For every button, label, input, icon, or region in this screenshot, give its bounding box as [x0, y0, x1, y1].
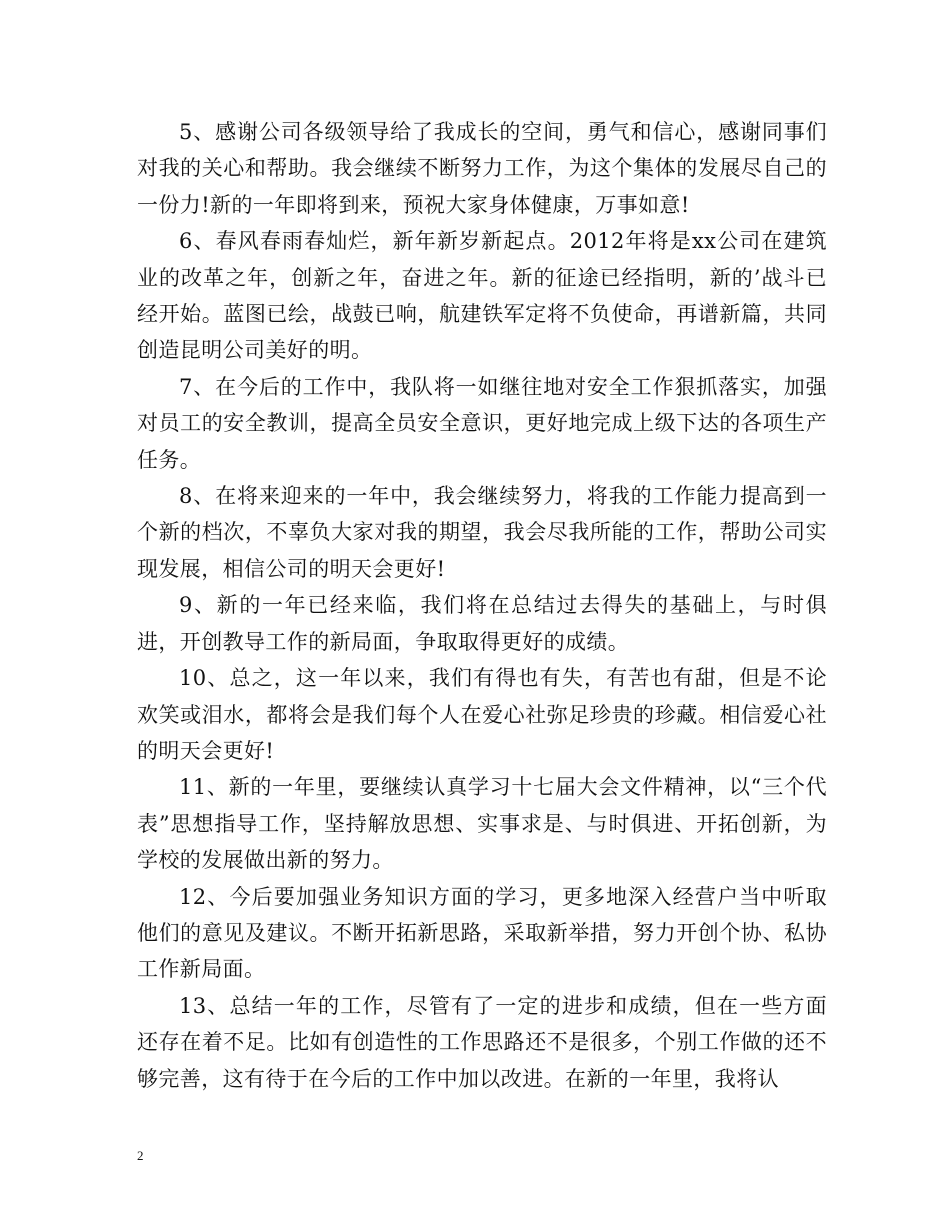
paragraph-5: 5、感谢公司各级领导给了我成长的空间，勇气和信心，感谢同事们对我的关心和帮助。我会继续不断努力工作，为这个集体的发展尽自己的一份力!新的一年即将到来，预祝大家身体健康，万事如意! — [137, 120, 827, 217]
paragraph-13: 13、总结一年的工作，尽管有了一定的进步和成绩，但在一些方面还存在着不足。比如有创造性的工作思路还不是很多，个别工作做的还不够完善，这有待于在今后的工作中加以改进。在新的一年里，我将认 — [137, 993, 827, 1091]
document-body — [137, 114, 827, 1097]
paragraph-11: 11、新的一年里，要继续认真学习十七届大会文件精神，以“三个代表”思想指导工作，坚持解放思想、实事求是、与时俱进、开拓创新，为学校的发展做出新的努力。 — [137, 775, 827, 873]
paragraph-8: 8、在将来迎来的一年中，我会继续努力，将我的工作能力提高到一个新的档次，不辜负大家对我的期望，我会尽我所能的工作，帮助公司实现发展，相信公司的明天会更好! — [137, 484, 827, 581]
page-number: 2 — [137, 1148, 144, 1163]
paragraph-9: 9、新的一年已经来临，我们将在总结过去得失的基础上，与时俱进，开创教导工作的新局面，争取取得更好的成绩。 — [137, 593, 827, 654]
paragraph-10: 10、总之，这一年以来，我们有得也有失，有苦也有甜，但是不论欢笑或泪水，都将会是我们每个人在爱心社弥足珍贵的珍藏。相信爱心社的明天会更好! — [137, 666, 827, 763]
paragraph-6: 6、春风春雨春灿烂，新年新岁新起点。2012年将是xx公司在建筑业的改革之年，创新之年，奋进之年。新的征途已经指明，新的’战斗已经开始。蓝图已绘，战鼓已响，航建铁军定将不负使命，再谱新篇，共同创造昆明公司美好的明。 — [137, 229, 827, 363]
paragraph-7: 7、在今后的工作中，我队将一如继往地对安全工作狠抓落实，加强对员工的安全教训，提高全员安全意识，更好地完成上级下达的各项生产任务。 — [137, 374, 827, 472]
paragraph-12: 12、今后要加强业务知识方面的学习，更多地深入经营户当中听取他们的意见及建议。不断开拓新思路，采取新举措，努力开创个协、私协工作新局面。 — [137, 884, 827, 982]
